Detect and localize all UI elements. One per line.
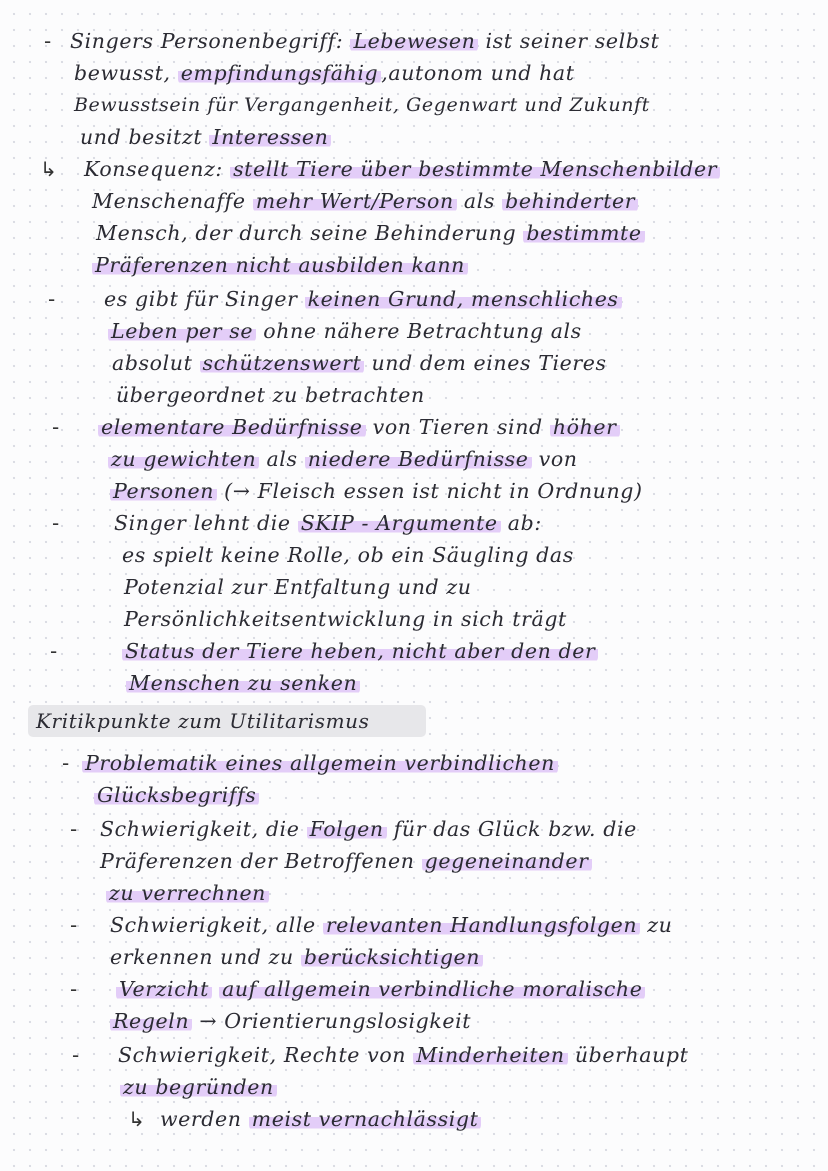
dash-bullet: - xyxy=(70,817,78,841)
dash-bullet: - xyxy=(44,29,52,53)
note-line: Präferenzen der Betroffenen gegeneinander xyxy=(100,848,592,874)
highlight: Problematik eines allgemein verbindlichen xyxy=(82,751,558,775)
highlight: keinen Grund, menschliches xyxy=(305,287,622,311)
note-line: erkennen und zu berücksichtigen xyxy=(110,944,483,970)
highlight: Menschen zu senken xyxy=(126,671,360,695)
note-line: Regeln → Orientierungslosigkeit xyxy=(110,1008,471,1034)
note-line xyxy=(126,670,360,696)
note-line: Persönlichkeitsentwicklung in sich trägt xyxy=(124,607,567,631)
highlight: niedere Bedürfnisse xyxy=(305,447,532,471)
dash-bullet: - xyxy=(72,1043,80,1067)
note-line: Konsequenz: stellt Tiere über bestimmte Menschenbilder xyxy=(84,156,720,182)
note-line: Schwierigkeit, Rechte von Minderheiten überhaupt xyxy=(118,1043,689,1067)
note-line xyxy=(122,638,598,664)
note-line: Menschenaffe mehr Wert/Person als behinderter xyxy=(92,188,638,214)
note-line: es spielt keine Rolle, ob ein Säugling das xyxy=(122,543,574,567)
note-line: absolut schützenswert und dem eines Tieres xyxy=(112,351,607,375)
highlight: gegeneinander xyxy=(422,849,592,873)
note-line: bewusst, empfindungsfähig ,autonom und hat xyxy=(74,61,575,85)
arrow-bullet-icon: ↳ xyxy=(40,157,57,181)
highlight: Leben per se xyxy=(108,319,256,343)
dash-bullet: - xyxy=(70,913,78,937)
note-line xyxy=(92,252,468,278)
highlight: Interessen xyxy=(209,125,331,149)
section-heading: Kritikpunkte zum Utilitarismus xyxy=(28,705,426,737)
highlight: höher xyxy=(550,415,620,439)
highlight: Minderheiten xyxy=(413,1043,567,1067)
highlight: auf allgemein verbindliche moralische xyxy=(219,977,645,1001)
highlight: mehr Wert/Person xyxy=(253,189,457,213)
note-line xyxy=(116,976,645,1002)
note-line: Schwierigkeit, die Folgen für das Glück bzw. die xyxy=(100,817,637,841)
highlight: bestimmte xyxy=(523,221,644,245)
dash-bullet: - xyxy=(52,415,60,439)
highlight: zu verrechnen xyxy=(106,881,269,905)
highlight: elementare Bedürfnisse xyxy=(98,415,366,439)
note-line xyxy=(106,880,269,906)
highlight: Folgen xyxy=(307,817,387,841)
note-line: und besitzt Interessen xyxy=(80,124,331,150)
highlight: meist vernachlässigt xyxy=(249,1107,482,1131)
highlight: zu gewichten xyxy=(108,447,259,471)
note-line: Mensch, der durch seine Behinderung bestimmte xyxy=(96,220,645,246)
note-line: Personen (→ Fleisch essen ist nicht in Ordnung) xyxy=(110,478,643,504)
note-line: zu gewichten als niedere Bedürfnisse von xyxy=(108,446,578,472)
note-line: es gibt für Singer keinen Grund, menschliches xyxy=(104,286,622,312)
arrow-bullet-icon: ↳ xyxy=(128,1107,145,1131)
note-line xyxy=(120,1074,277,1100)
dash-bullet: - xyxy=(50,639,58,663)
highlight: SKIP - Argumente xyxy=(298,511,501,535)
note-line: Bewusstsein für Vergangenheit, Gegenwart und Zukunft xyxy=(74,94,650,116)
highlight: Glücksbegriffs xyxy=(94,783,259,807)
dash-bullet: - xyxy=(48,287,56,311)
highlight: berücksichtigen xyxy=(301,945,483,969)
note-line: Potenzial zur Entfaltung und zu xyxy=(124,575,472,599)
highlight: stellt Tiere über bestimmte Menschenbilder xyxy=(230,157,720,181)
highlight: Verzicht xyxy=(116,977,212,1001)
highlight: Präferenzen nicht ausbilden kann xyxy=(92,253,468,277)
highlight: schützenswert xyxy=(200,351,365,375)
dash-bullet: - xyxy=(70,977,78,1001)
highlight: relevanten Handlungsfolgen xyxy=(323,913,640,937)
note-line: übergeordnet zu betrachten xyxy=(116,383,425,407)
highlight: Status der Tiere heben, nicht aber den der xyxy=(122,639,598,663)
note-line: Leben per se ohne nähere Betrachtung als xyxy=(108,318,582,344)
note-line: Singers Personenbegriff: Lebewesen ist seiner selbst xyxy=(70,29,660,53)
note-line: elementare Bedürfnisse von Tieren sind höher xyxy=(98,414,620,440)
highlight: Personen xyxy=(110,479,217,503)
highlight: zu begründen xyxy=(120,1075,277,1099)
note-line: werden meist vernachlässigt xyxy=(160,1106,481,1132)
dash-bullet: - xyxy=(52,511,60,535)
highlight: Regeln xyxy=(110,1009,192,1033)
note-line xyxy=(82,750,558,776)
note-line xyxy=(94,782,259,808)
highlight: behinderter xyxy=(502,189,638,213)
dash-bullet: - xyxy=(62,751,70,775)
note-line: Schwierigkeit, alle relevanten Handlungsfolgen zu xyxy=(110,913,673,937)
highlight: Lebewesen xyxy=(350,29,478,53)
highlight: empfindungsfähig xyxy=(178,61,382,85)
note-line: Singer lehnt die SKIP - Argumente ab: xyxy=(114,511,542,535)
